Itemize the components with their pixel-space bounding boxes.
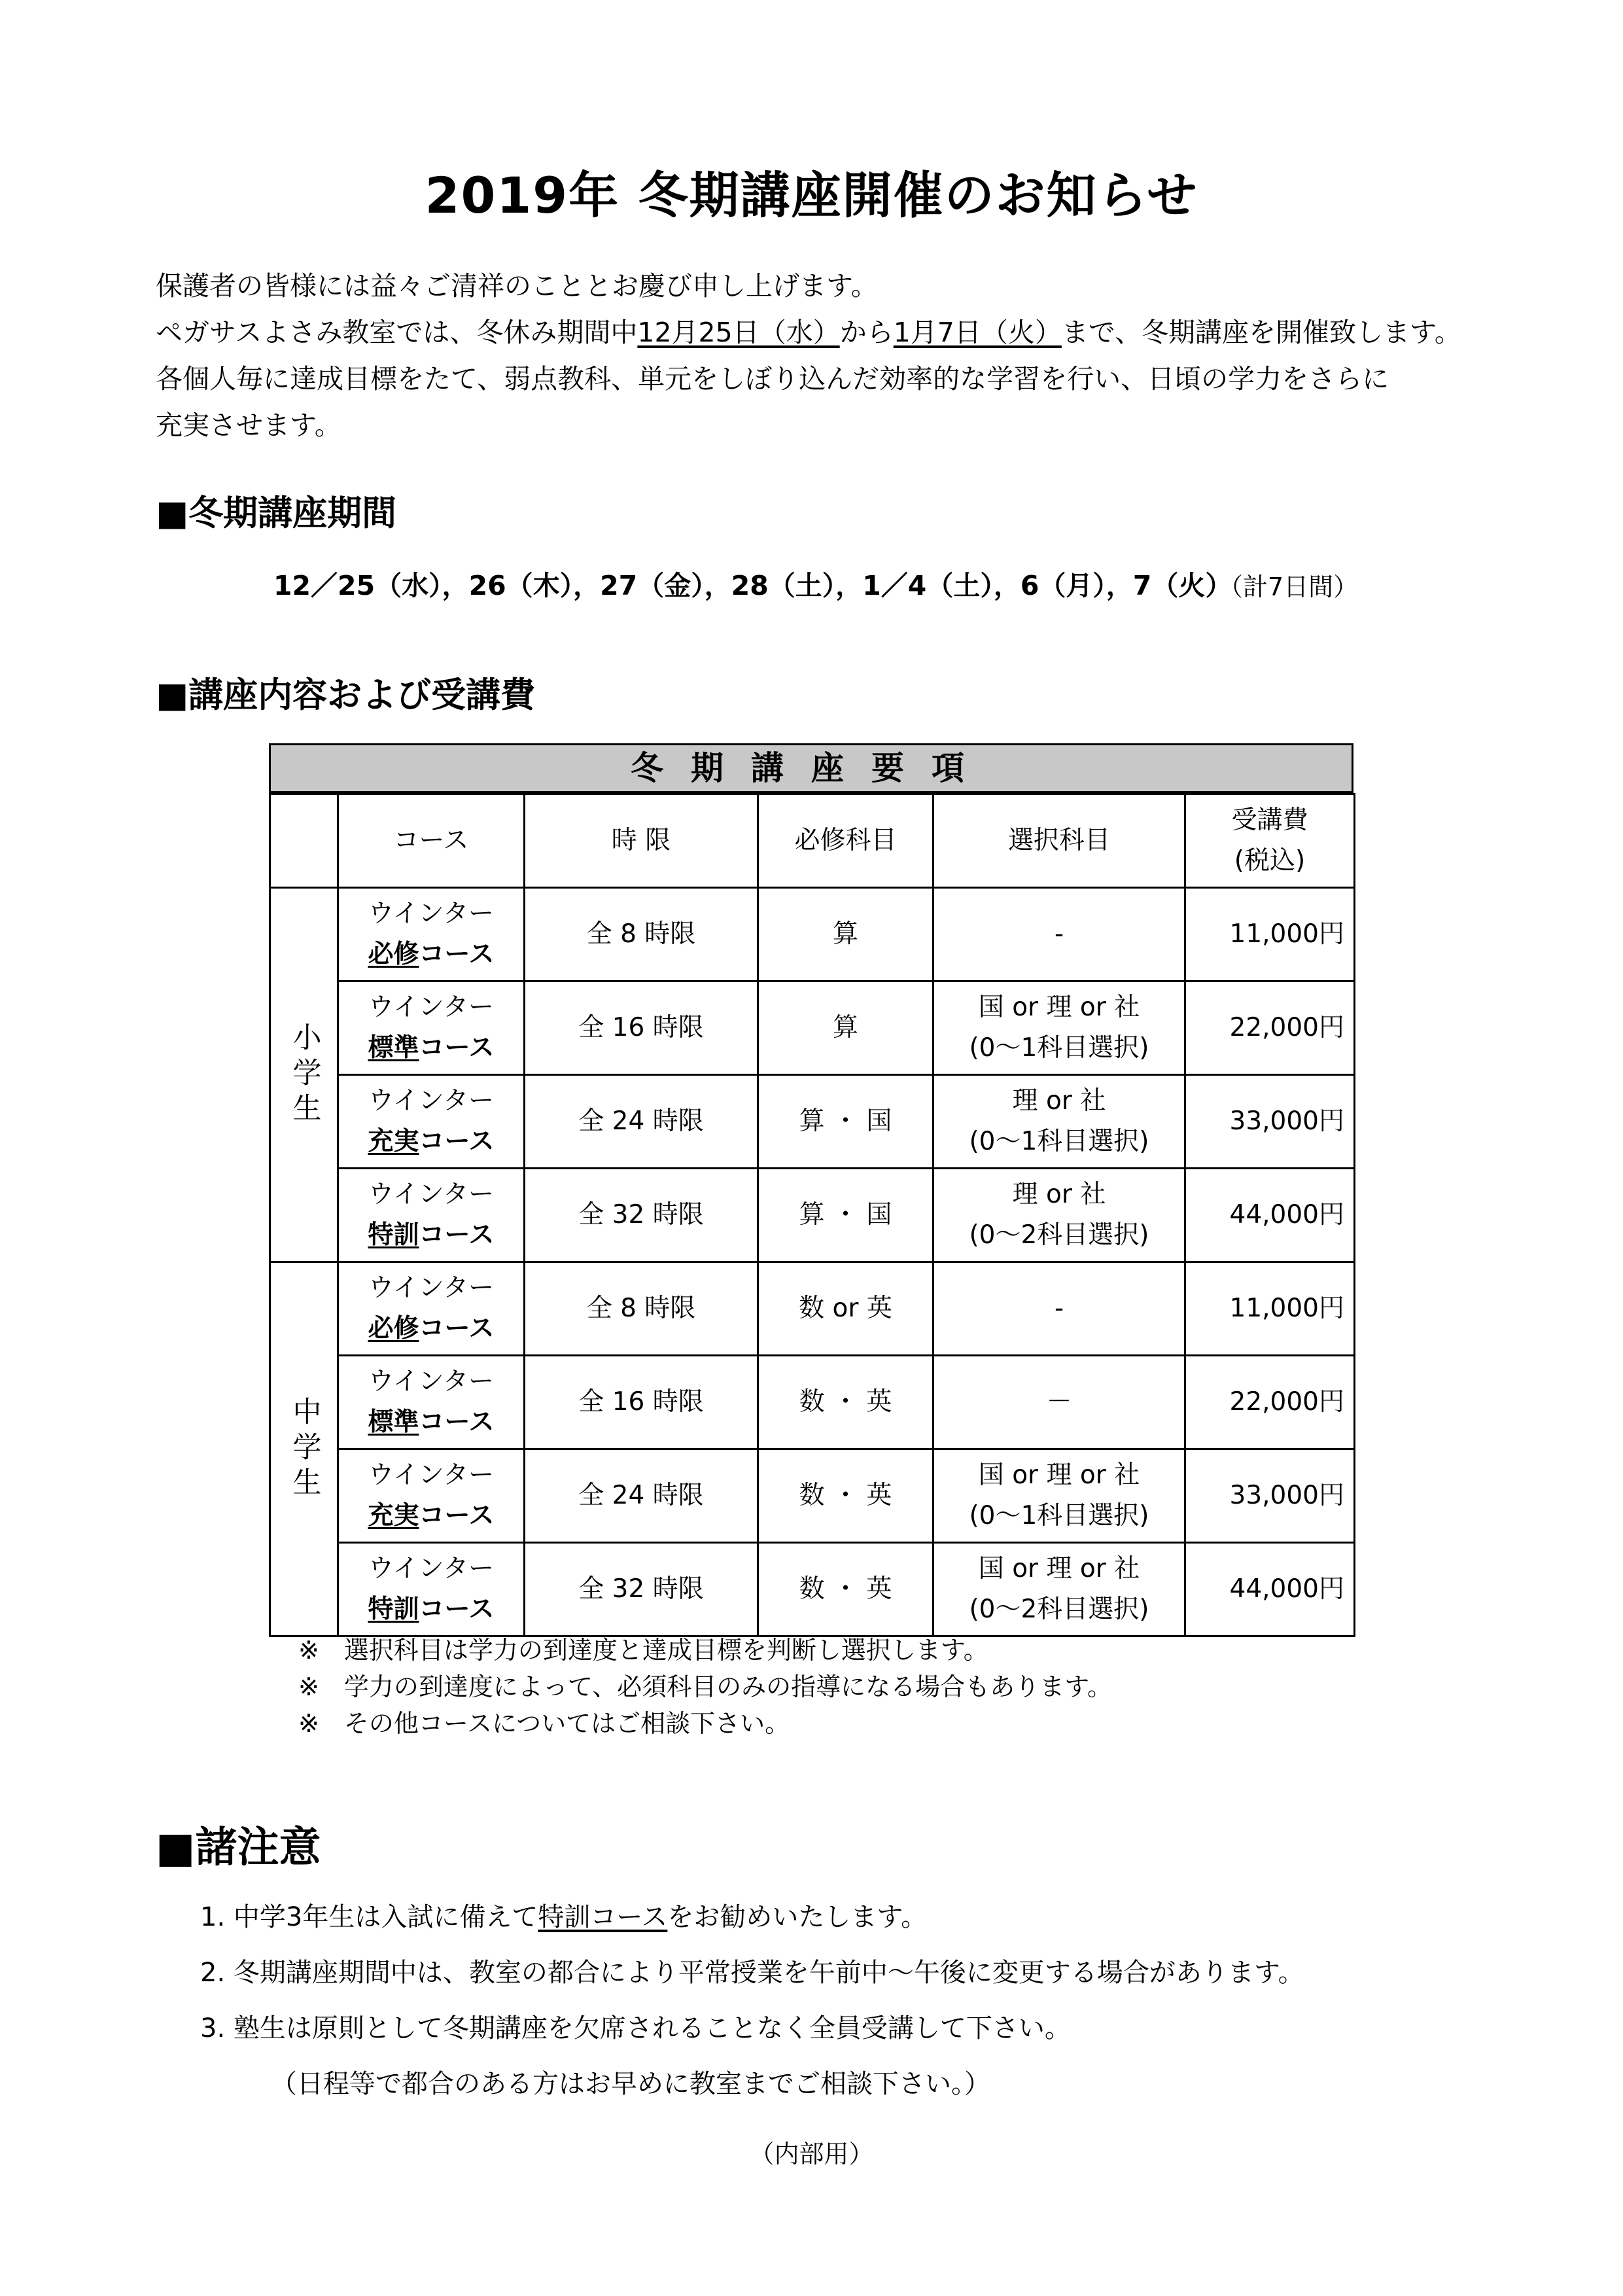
course-line1: ウインター: [368, 1086, 495, 1116]
course-type: 充実: [368, 1127, 419, 1156]
header-course: コース: [338, 794, 525, 888]
fee-cell: 33,000円: [1185, 1449, 1355, 1543]
required-cell: 算 ・ 国: [758, 1169, 934, 1262]
header-fee-line2: (税込): [1234, 846, 1306, 875]
elective-line1: 国 or 理 or 社: [978, 1554, 1140, 1583]
table-row: [270, 1449, 1355, 1543]
caution-item-3-sub: （日程等で都合のある方はお早めに教室までご相談下さい。）: [271, 2069, 990, 2099]
course-cell: [338, 981, 525, 1075]
required-cell: 算: [758, 981, 934, 1075]
page-title: 2019年 冬期講座開催のお知らせ: [425, 166, 1198, 224]
course-suffix: コース: [419, 940, 495, 969]
periods-cell: 全 24 時限: [525, 1449, 758, 1543]
intro-line-4: 充実させます。: [156, 410, 341, 441]
course-line2: [339, 1309, 523, 1349]
table-row: [270, 1262, 1355, 1356]
elective-line2: (0～2科目選択): [969, 1595, 1149, 1624]
required-cell: 数 ・ 英: [758, 1543, 934, 1636]
course-type: 特訓: [368, 1595, 419, 1624]
elective-line2: (0～1科目選択): [969, 1127, 1149, 1156]
elective-cell: [934, 1262, 1185, 1356]
cautions-heading: ■諸注意: [156, 1824, 321, 1872]
required-cell: 数 or 英: [758, 1262, 934, 1356]
course-suffix: コース: [419, 1220, 495, 1250]
course-suffix: コース: [419, 1407, 495, 1437]
fee-cell: 11,000円: [1185, 1262, 1355, 1356]
course-cell: [338, 1356, 525, 1449]
elective-line1: 国 or 理 or 社: [978, 1460, 1140, 1490]
header-fee: [1185, 794, 1355, 888]
caution-item-1-pre: 1. 中学3年生は入試に備えて: [200, 1902, 538, 1932]
periods-cell: 全 8 時限: [525, 1262, 758, 1356]
course-line1: ウインター: [368, 1180, 495, 1209]
course-line1: ウインター: [368, 1554, 495, 1583]
course-table: [269, 793, 1355, 1637]
course-cell: [338, 1543, 525, 1636]
intro-line-2-pre: ペガサスよさみ教室では、冬休み期間中: [156, 317, 638, 348]
header-required: 必修科目: [758, 794, 934, 888]
course-cell: [338, 1075, 525, 1169]
periods-cell: 全 16 時限: [525, 1356, 758, 1449]
course-line2: [339, 1496, 523, 1536]
course-line1: ウインター: [368, 1367, 495, 1396]
elective-cell: [934, 1075, 1185, 1169]
elective-line2: (0～1科目選択): [969, 1501, 1149, 1530]
table-row: [270, 981, 1355, 1075]
course-line2: [339, 1122, 523, 1162]
grade-elementary: 小学生: [270, 888, 338, 1262]
table-title: 冬期講座要項: [269, 743, 1353, 793]
fee-cell: 33,000円: [1185, 1075, 1355, 1169]
course-line1: ウインター: [368, 1460, 495, 1490]
period-heading: ■冬期講座期間: [156, 493, 397, 533]
note-item: ※ その他コースについてはご相談下さい。: [298, 1709, 790, 1738]
elective-line1: 国 or 理 or 社: [978, 993, 1140, 1022]
course-line2: [339, 934, 523, 975]
intro-line-2-mid: から: [839, 317, 894, 348]
course-line2: [339, 1589, 523, 1630]
periods-cell: 全 32 時限: [525, 1543, 758, 1636]
course-cell: [338, 1169, 525, 1262]
course-cell: [338, 1262, 525, 1356]
required-cell: 数 ・ 英: [758, 1356, 934, 1449]
elective-line1: -: [1054, 1294, 1064, 1323]
table-row: [270, 888, 1355, 981]
table-row: [270, 1356, 1355, 1449]
content-heading: ■講座内容および受講費: [156, 675, 536, 715]
elective-line1: 理 or 社: [1012, 1086, 1106, 1116]
note-item: ※ 選択科目は学力の到達度と達成目標を判断し選択します。: [298, 1636, 988, 1665]
required-cell: 数 ・ 英: [758, 1449, 934, 1543]
caution-item-1-post: をお勧めいたします。: [667, 1902, 928, 1932]
fee-cell: 44,000円: [1185, 1169, 1355, 1262]
elective-line1: -: [1054, 919, 1064, 949]
course-type: 必修: [368, 1314, 419, 1343]
required-cell: 算: [758, 888, 934, 981]
elective-cell: [934, 1169, 1185, 1262]
note-item: ※ 学力の到達度によって、必須科目のみの指導になる場合もあります。: [298, 1672, 1113, 1701]
fee-cell: 22,000円: [1185, 981, 1355, 1075]
footer-internal-use: （内部用）: [749, 2140, 874, 2168]
intro-start-date: 12月25日（水）: [637, 317, 840, 348]
course-cell: [338, 1449, 525, 1543]
course-line1: ウインター: [368, 899, 495, 928]
course-line1: ウインター: [368, 1273, 495, 1303]
course-suffix: コース: [419, 1127, 495, 1156]
course-suffix: コース: [419, 1501, 495, 1530]
table-row: [270, 1075, 1355, 1169]
elective-cell: [934, 1449, 1185, 1543]
fee-cell: 11,000円: [1185, 888, 1355, 981]
course-line2: [339, 1028, 523, 1069]
periods-cell: 全 32 時限: [525, 1169, 758, 1262]
course-suffix: コース: [419, 1033, 495, 1063]
caution-item-1-course: 特訓コース: [538, 1902, 668, 1932]
header-grade: [270, 794, 338, 888]
course-type: 充実: [368, 1501, 419, 1530]
periods-cell: 全 24 時限: [525, 1075, 758, 1169]
intro-end-date: 1月7日（火）: [893, 317, 1062, 348]
course-suffix: コース: [419, 1595, 495, 1624]
fee-cell: 44,000円: [1185, 1543, 1355, 1636]
intro-line-2-post: まで、冬期講座を開催致します。: [1061, 317, 1461, 348]
intro-line-2: [156, 309, 1497, 356]
periods-cell: 全 16 時限: [525, 981, 758, 1075]
cautions-list: [200, 1896, 1304, 2119]
required-cell: 算 ・ 国: [758, 1075, 934, 1169]
header-fee-line1: 受講費: [1231, 805, 1308, 835]
fee-cell: 22,000円: [1185, 1356, 1355, 1449]
period-total: （計7日間）: [1218, 573, 1359, 601]
table-row: [270, 1543, 1355, 1636]
course-line1: ウインター: [368, 993, 495, 1022]
course-line2: [339, 1215, 523, 1256]
elective-line1: 理 or 社: [1012, 1180, 1106, 1209]
course-type: 特訓: [368, 1220, 419, 1250]
elective-line2: (0～2科目選択): [969, 1220, 1149, 1250]
elective-cell: [934, 981, 1185, 1075]
intro-paragraph: [156, 263, 1497, 449]
course-type: 標準: [368, 1033, 419, 1063]
course-cell: [338, 888, 525, 981]
elective-cell: [934, 888, 1185, 981]
elective-cell: [934, 1356, 1185, 1449]
header-elective: 選択科目: [934, 794, 1185, 888]
periods-cell: 全 8 時限: [525, 888, 758, 981]
table-row: [270, 1169, 1355, 1262]
intro-line-1: 保護者の皆様には益々ご清祥のこととお慶び申し上げます。: [156, 270, 878, 302]
grade-middle: 中学生: [270, 1262, 338, 1636]
table-header-row: [270, 794, 1355, 888]
period-dates: 12／25（水），26（木），27（金），28（土），1／4（土），6（月），7（火）: [273, 570, 1232, 601]
table-notes: [298, 1632, 1112, 1742]
elective-cell: [934, 1543, 1185, 1636]
course-line2: [339, 1402, 523, 1443]
course-type: 標準: [368, 1407, 419, 1437]
intro-line-3: 各個人毎に達成目標をたて、弱点教科、単元をしぼり込んだ効率的な学習を行い、日頃の学力をさらに: [156, 363, 1389, 395]
course-type: 必修: [368, 940, 419, 969]
caution-item-3: 3. 塾生は原則として冬期講座を欠席されることなく全員受講して下さい。: [200, 2013, 1071, 2043]
header-periods: 時 限: [525, 794, 758, 888]
elective-line1: －: [1046, 1387, 1072, 1417]
elective-line2: (0～1科目選択): [969, 1033, 1149, 1063]
caution-item-2: 2. 冬期講座期間中は、教室の都合により平常授業を午前中～午後に変更する場合があります。: [200, 1958, 1304, 1988]
course-suffix: コース: [419, 1314, 495, 1343]
caution-item-1: [200, 1896, 1304, 1934]
